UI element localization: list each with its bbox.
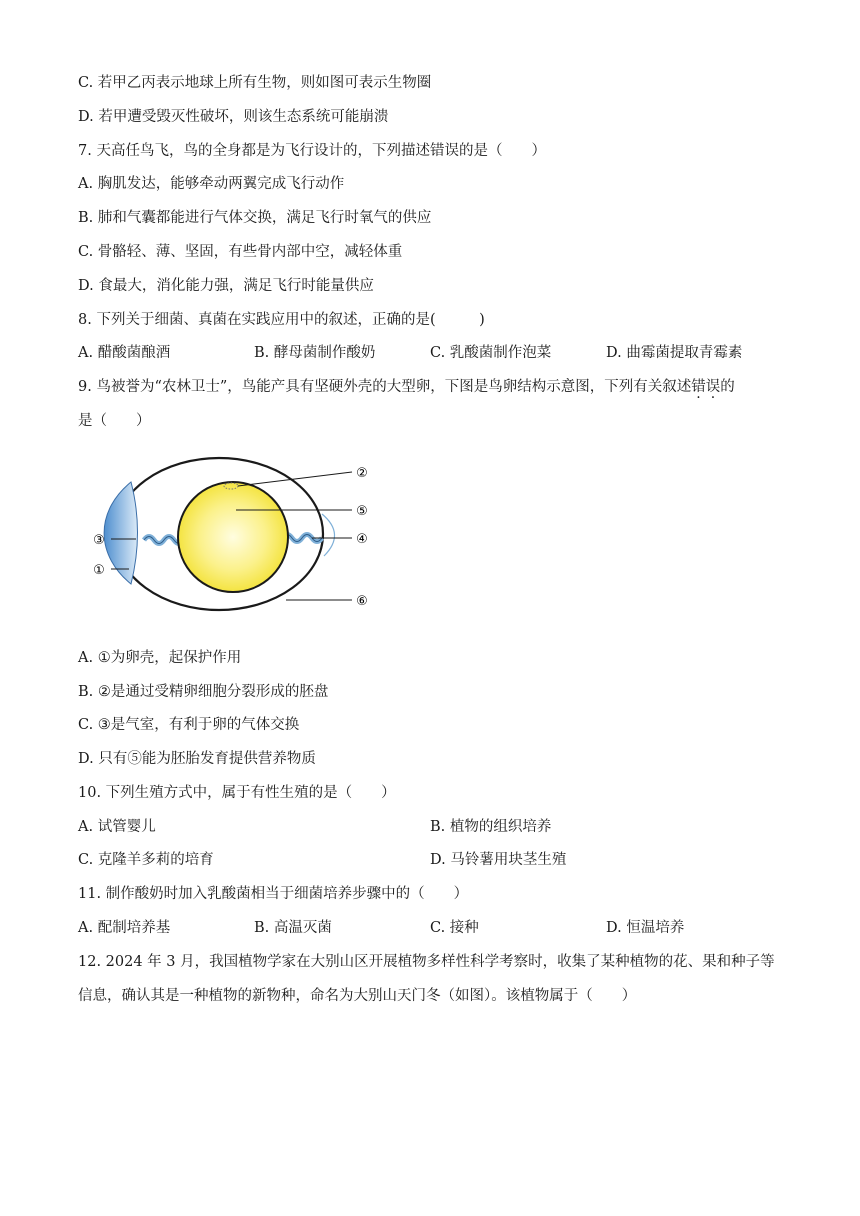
q10-option-c: C. 克隆羊多莉的培育 xyxy=(78,852,214,868)
q6-option-c: C. 若甲乙丙表示地球上所有生物，则如图可表示生物圈 xyxy=(78,75,432,91)
label-5: ⑤ xyxy=(356,504,368,519)
egg-yolk xyxy=(178,482,288,592)
label-6: ⑥ xyxy=(356,594,368,609)
emphasis-char: 误 xyxy=(705,379,721,395)
label-4: ④ xyxy=(356,532,368,547)
question-9-stem-continued: 是（ ） xyxy=(78,413,151,429)
question-8-stem: 8. 下列关于细菌、真菌在实践应用中的叙述，正确的是( ) xyxy=(78,312,485,328)
q7-option-d: D. 食最大，消化能力强，满足飞行时能量供应 xyxy=(78,278,374,294)
q8-option-d: D. 曲霉菌提取青霉素 xyxy=(606,345,743,361)
q7-option-a: A. 胸肌发达，能够牵动两翼完成飞行动作 xyxy=(78,176,345,192)
q6-option-d: D. 若甲遭受毁灭性破坏，则该生态系统可能崩溃 xyxy=(78,109,389,125)
q8-option-c: C. 乳酸菌制作泡菜 xyxy=(430,345,552,361)
q11-option-a: A. 配制培养基 xyxy=(78,920,171,936)
q10-option-a: A. 试管婴儿 xyxy=(78,819,156,835)
q10-option-d: D. 马铃薯用块茎生殖 xyxy=(430,852,567,868)
label-2: ② xyxy=(356,466,368,481)
q11-option-d: D. 恒温培养 xyxy=(606,920,685,936)
q7-option-c: C. 骨骼轻、薄、坚固，有些骨内部中空，减轻体重 xyxy=(78,244,403,260)
emphasis-char: 错 xyxy=(691,379,706,395)
q8-option-b: B. 酵母菌制作酸奶 xyxy=(254,345,376,361)
q11-option-b: B. 高温灭菌 xyxy=(254,920,332,936)
question-9-stem xyxy=(78,377,735,397)
q7-option-b: B. 肺和气囊都能进行气体交换，满足飞行时氧气的供应 xyxy=(78,210,432,226)
label-3: ③ xyxy=(93,533,105,548)
q9-option-c: C. ③是气室，有利于卵的气体交换 xyxy=(78,717,300,733)
bird-egg-diagram xyxy=(86,452,386,614)
q9-stem-text: 的 xyxy=(720,379,735,395)
label-1: ① xyxy=(93,563,105,578)
q9-stem-text: 9. 鸟被誉为“农林卫士”，鸟能产具有坚硬外壳的大型卵，下图是鸟卵结构示意图，下列有关叙述 xyxy=(78,379,692,395)
question-11-stem: 11. 制作酸奶时加入乳酸菌相当于细菌培养步骤中的（ ） xyxy=(78,886,469,902)
q11-option-c: C. 接种 xyxy=(430,920,479,936)
q8-option-a: A. 醋酸菌酿酒 xyxy=(78,345,171,361)
question-12-stem: 12. 2024 年 3 月，我国植物学家在大别山区开展植物多样性科学考察时，收集了某种植物的花、果和种子等 xyxy=(78,954,775,970)
question-10-stem: 10. 下列生殖方式中，属于有性生殖的是（ ） xyxy=(78,785,396,801)
question-12-stem-continued: 信息，确认其是一种植物的新物种，命名为大别山天门冬（如图）。该植物属于（ ） xyxy=(78,988,637,1004)
q9-option-a: A. ①为卵壳，起保护作用 xyxy=(78,650,242,666)
q9-option-b: B. ②是通过受精卵细胞分裂形成的胚盘 xyxy=(78,684,329,700)
question-7-stem: 7. 天高任鸟飞，鸟的全身都是为飞行设计的，下列描述错误的是（ ） xyxy=(78,143,546,159)
q10-option-b: B. 植物的组织培养 xyxy=(430,819,552,835)
q9-option-d: D. 只有⑤能为胚胎发育提供营养物质 xyxy=(78,751,316,767)
